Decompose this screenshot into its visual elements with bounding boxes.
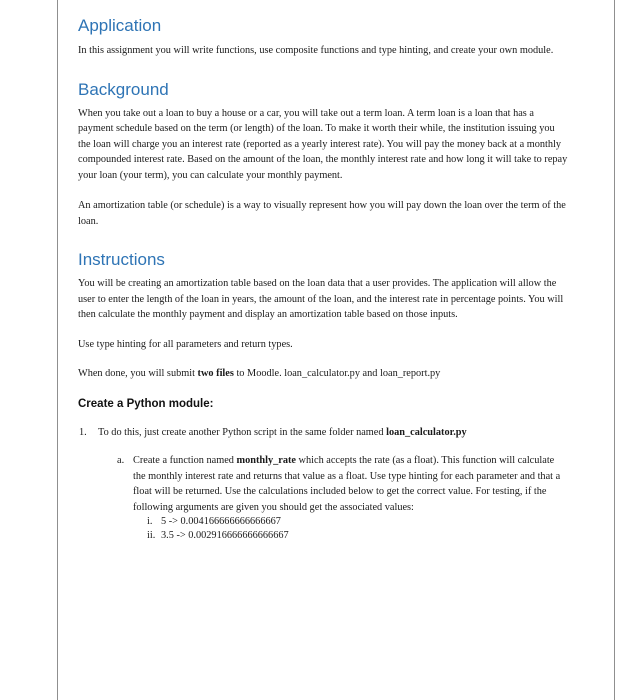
example-item	[147, 515, 568, 529]
submit-text-pre: When done, you will submit	[78, 368, 198, 379]
numbered-item-marker: 1.	[79, 426, 87, 438]
background-paragraph-2: An amortization table (or schedule) is a way to visually represent how you will pay down the loan over the term of the loan.	[78, 200, 566, 227]
instructions-heading: Instructions	[78, 250, 165, 269]
page-border-right	[614, 0, 615, 700]
document-content	[78, 14, 568, 543]
examples-list	[147, 515, 568, 543]
submit-text-bold: two files	[197, 368, 234, 379]
instructions-paragraph-1: You will be creating an amortization table based on the loan data that a user provides. The application will allow the user to enter the length of the loan in years, the amount of the loan, and the interest rate in percentage points. You will then calculate the monthly payment and display an amortization table based on those inputs.	[78, 278, 564, 320]
module-filename: loan_calculator.py	[386, 426, 467, 438]
submit-text-post: to Moodle. loan_calculator.py and loan_report.py	[233, 368, 441, 379]
numbered-item-1	[78, 425, 568, 441]
background-paragraph-1: When you take out a loan to buy a house or a car, you will take out a term loan. A term loan is a loan that has a payment schedule based on the term (or length) of the loan. To make it worth their while, the institution issuing you the loan will charge you an interest rate (reported as a yearly interest rate). You will pay the money back at a monthly compounded interest rate. Based on the amount of the loan, the monthly interest rate and how long it will take to repay your loan (your term), you can calculate your monthly payment.	[78, 107, 568, 181]
lettered-item-text-post: which accepts the rate (as a float). This function will calculate the monthly interest rate and returns that value as a float. Use type hinting for each parameter and that a float will be returned. Use the calculations included below to get the correct value. For testing, if the following arguments are given you should get the associated values:	[133, 455, 561, 513]
instructions-paragraph-3	[78, 366, 568, 382]
module-heading: Create a Python module:	[78, 397, 214, 410]
example-text: 5 -> 0.004166666666666667	[161, 516, 281, 527]
lettered-item-a	[117, 453, 568, 543]
numbered-item-text: To do this, just create another Python script in the same folder named	[98, 426, 387, 438]
background-heading: Background	[78, 79, 169, 99]
example-item	[147, 529, 568, 543]
instructions-paragraph-2: Use type hinting for all parameters and return types.	[78, 338, 293, 350]
example-text: 3.5 -> 0.002916666666666667	[161, 530, 289, 541]
function-name: monthly_rate	[236, 455, 296, 466]
application-heading: Application	[78, 16, 162, 35]
example-marker: ii.	[147, 530, 156, 541]
lettered-item-marker: a.	[117, 455, 125, 466]
application-text: In this assignment you will write functions, use composite functions and type hinting, and create your own module.	[78, 45, 554, 56]
example-marker: i.	[147, 516, 153, 527]
lettered-item-text-pre: Create a function named	[133, 455, 237, 466]
page-border-left	[57, 0, 58, 700]
